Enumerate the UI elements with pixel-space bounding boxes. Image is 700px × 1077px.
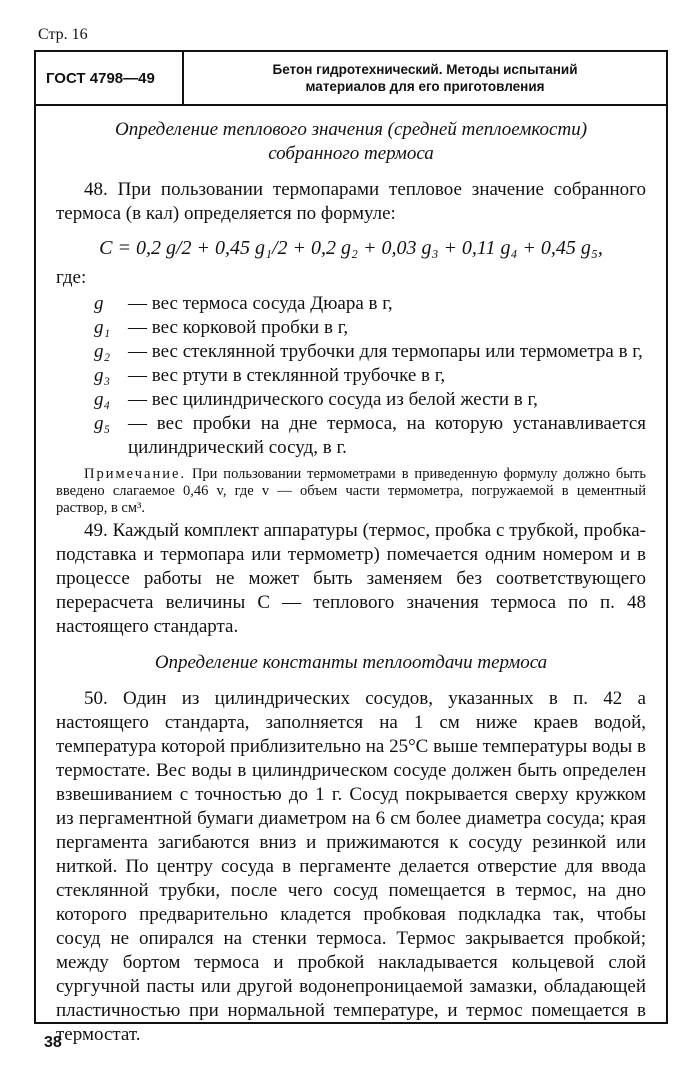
note-label: Примечание.	[84, 466, 187, 482]
definition-item	[94, 340, 646, 364]
definition-item	[94, 388, 646, 412]
definition-item	[94, 292, 646, 316]
section-heading-heat-transfer: Определение константы теплоотдачи термоса	[154, 652, 548, 673]
definition-symbol: g₂	[94, 341, 111, 362]
section-heading-heat-value	[56, 118, 646, 166]
where-label: где:	[56, 267, 87, 288]
document-title	[184, 52, 666, 104]
formula: C = 0,2 g/2 + 0,45 g₁/2 + 0,2 g₂ + 0,03 g₃ + 0,11 g₄ + 0,45 g₅,	[99, 237, 603, 259]
definition-text: — вес корковой пробки в г,	[128, 317, 349, 338]
document-title-line2: материалов для его приготовления	[305, 79, 545, 94]
gost-number: ГОСТ 4798—49	[36, 52, 184, 104]
definition-symbol: g₅	[94, 413, 111, 434]
definition-symbol: g	[94, 293, 104, 314]
heading-line2: собранного термоса	[268, 143, 434, 164]
definition-text: — вес термоса сосуда Дюара в г,	[128, 293, 393, 314]
definition-text: — вес цилиндрического сосуда из белой жести в г,	[128, 389, 538, 410]
definition-symbol: g₄	[94, 389, 111, 410]
page-label: Стр. 16	[38, 26, 88, 43]
definition-symbol: g₁	[94, 317, 111, 338]
definition-item	[94, 412, 646, 460]
paragraph-48: 48. При пользовании термопарами тепловое значение собранного термоса (в кал) определяется по формуле:	[56, 179, 646, 224]
note-text: При пользовании термометрами в приведенную формулу должно быть введено слагаемое 0,46 v, где v — объем части термометра, погружаемой в цементный раствор, в см³.	[56, 466, 646, 516]
note	[56, 466, 646, 517]
definition-text: — вес пробки на дне термоса, на которую устанавливается цилиндрический сосуд, в г.	[128, 413, 646, 458]
definitions-list	[94, 292, 646, 460]
definition-text: — вес ртути в стеклянной трубочке в г,	[128, 365, 446, 386]
heading-line1: Определение теплового значения (средней теплоемкости)	[114, 119, 588, 140]
folio-number: 38	[44, 1034, 62, 1051]
definition-symbol: g₃	[94, 365, 111, 386]
definition-item	[94, 316, 646, 340]
definition-text: — вес стеклянной трубочки для термопары или термометра в г,	[128, 341, 643, 362]
paragraph-49: 49. Каждый комплект аппаратуры (термос, пробка с трубкой, пробка-подставка и термопара или термометр) помечается одним номером и в процессе работы не может быть заменяем без соответствующего перерасчета величины C — теплового значения термоса по п. 48 настоящего стандарта.	[56, 520, 646, 637]
definition-item	[94, 364, 646, 388]
header	[36, 52, 666, 106]
paragraph-50: 50. Один из цилиндрических сосудов, указанных в п. 42 а настоящего стандарта, заполняется на 1 см ниже краев водой, температура которой приблизительно на 25°С выше температуры воды в термостате. Вес воды в цилиндрическом сосуде должен быть определен взвешиванием с точностью до 1 г. Сосуд покрывается сверху кружком из пергаментной бумаги диаметром на 6 см более диаметра сосуда; края пергамента загибаются вниз и прижимаются к сосуду резинкой или ниткой. По центру сосуда в пергаменте делается отверстие для ввода стеклянной трубки, после чего сосуд помещается в термос, на дно которого предварительно кладется пробковая подкладка так, чтобы сосуд не опирался на стенки термоса. Термос закрывается пробкой; между бортом термоса и пробкой накладывается кольцевой слой сургучной пасты или другой водонепроницаемой замазки, обладающей пластичностью при нормальной температуре, и термос помещается в термостат.	[56, 688, 646, 1045]
content	[36, 106, 666, 1047]
document-title-line1: Бетон гидротехнический. Методы испытаний	[272, 62, 578, 77]
